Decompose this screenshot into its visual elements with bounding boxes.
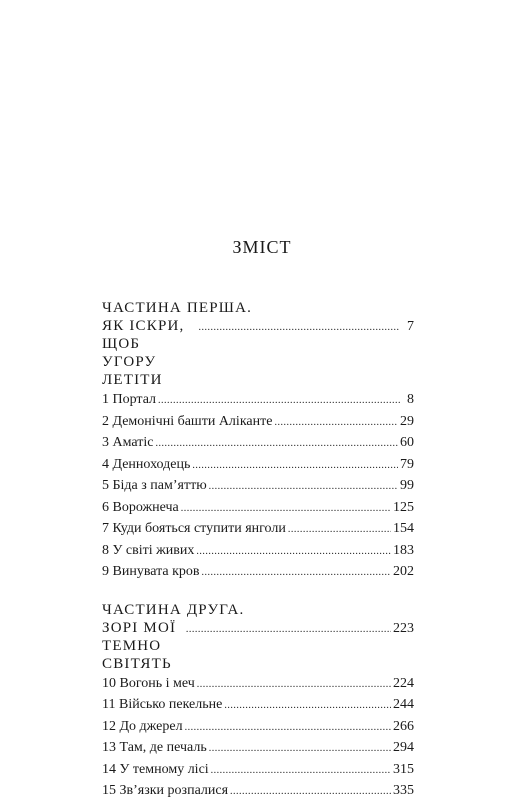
chapter-title: 4 Денноходець bbox=[102, 456, 191, 472]
leader-dots bbox=[186, 621, 391, 639]
chapter-title: 7 Куди бояться ступити янголи bbox=[102, 521, 286, 536]
leader-dots bbox=[211, 761, 391, 782]
part-one bbox=[102, 299, 414, 584]
part-heading-line1: ЧАСТИНА ДРУГА. bbox=[102, 601, 245, 618]
page-number: 244 bbox=[393, 697, 414, 712]
page-number: 8 bbox=[407, 392, 414, 407]
chapter-title: 9 Винувата кров bbox=[102, 564, 200, 579]
page-number: 154 bbox=[393, 521, 414, 536]
leader-dots bbox=[288, 520, 391, 541]
page-number: 79 bbox=[400, 456, 414, 472]
toc-entry bbox=[102, 390, 414, 412]
chapter-title: 3 Аматіс bbox=[102, 435, 154, 450]
chapter-title: 11 Військо пекельне bbox=[102, 697, 223, 712]
chapter-title: 12 До джерел bbox=[102, 718, 183, 734]
toc-entry bbox=[102, 476, 414, 498]
leader-dots bbox=[192, 456, 398, 477]
page-number: 294 bbox=[393, 740, 414, 755]
toc-entry bbox=[102, 541, 414, 563]
leader-dots bbox=[274, 413, 398, 434]
page-number: 99 bbox=[400, 478, 414, 493]
leader-dots bbox=[199, 319, 400, 337]
part-heading-line2 bbox=[102, 317, 414, 389]
page-number: 29 bbox=[400, 413, 414, 429]
page-number: 335 bbox=[393, 783, 414, 798]
part-title: ЗОРІ МОЇ ТЕМНО СВІТЯТЬ bbox=[102, 619, 177, 672]
chapter-title: 2 Демонічні башти Аліканте bbox=[102, 413, 273, 429]
leader-dots bbox=[155, 434, 398, 455]
part-title: ЯК ІСКРИ, ЩОБ УГОРУ ЛЕТІТИ bbox=[102, 318, 185, 388]
chapter-title: 15 Зв’язки розпалися bbox=[102, 783, 229, 798]
table-of-contents bbox=[102, 299, 414, 803]
toc-entry bbox=[102, 781, 414, 803]
toc-entry bbox=[102, 760, 414, 782]
toc-entry bbox=[102, 519, 414, 541]
leader-dots bbox=[196, 542, 391, 563]
chapter-title: 6 Ворожнеча bbox=[102, 499, 179, 515]
page-number: 125 bbox=[393, 499, 414, 515]
part-page-number: 7 bbox=[407, 319, 414, 334]
leader-dots bbox=[181, 499, 391, 520]
leader-dots bbox=[224, 696, 391, 717]
toc-entry bbox=[102, 562, 414, 584]
page-number: 266 bbox=[393, 718, 414, 734]
toc-entry bbox=[102, 412, 414, 434]
leader-dots bbox=[158, 391, 400, 412]
leader-dots bbox=[209, 739, 391, 760]
leader-dots bbox=[197, 675, 391, 696]
page-number: 202 bbox=[393, 564, 414, 579]
toc-entry bbox=[102, 674, 414, 696]
page-number: 224 bbox=[393, 675, 414, 691]
part-heading-line2 bbox=[102, 619, 414, 673]
leader-dots bbox=[202, 563, 391, 584]
chapter-title: 14 У темному лісі bbox=[102, 761, 209, 777]
chapter-title: 10 Вогонь і меч bbox=[102, 675, 195, 691]
leader-dots bbox=[185, 718, 391, 739]
toc-entry bbox=[102, 695, 414, 717]
toc-entry bbox=[102, 455, 414, 477]
toc-entry bbox=[102, 738, 414, 760]
toc-entry bbox=[102, 717, 414, 739]
chapter-title: 5 Біда з пам’яттю bbox=[102, 478, 207, 493]
chapter-title: 13 Там, де печаль bbox=[102, 740, 207, 755]
leader-dots bbox=[209, 477, 398, 498]
toc-entry bbox=[102, 433, 414, 455]
toc-entry bbox=[102, 498, 414, 520]
leader-dots bbox=[230, 782, 391, 803]
chapter-title: 1 Портал bbox=[102, 392, 157, 407]
page-number: 183 bbox=[393, 542, 414, 558]
part-heading-line1: ЧАСТИНА ПЕРША. bbox=[102, 300, 253, 316]
part-two bbox=[102, 601, 414, 803]
page-number: 315 bbox=[393, 761, 414, 777]
page-number: 60 bbox=[400, 435, 414, 450]
part-page-number: 223 bbox=[393, 620, 414, 636]
page-title: ЗМІСТ bbox=[232, 237, 292, 257]
chapter-title: 8 У світі живих bbox=[102, 542, 195, 558]
